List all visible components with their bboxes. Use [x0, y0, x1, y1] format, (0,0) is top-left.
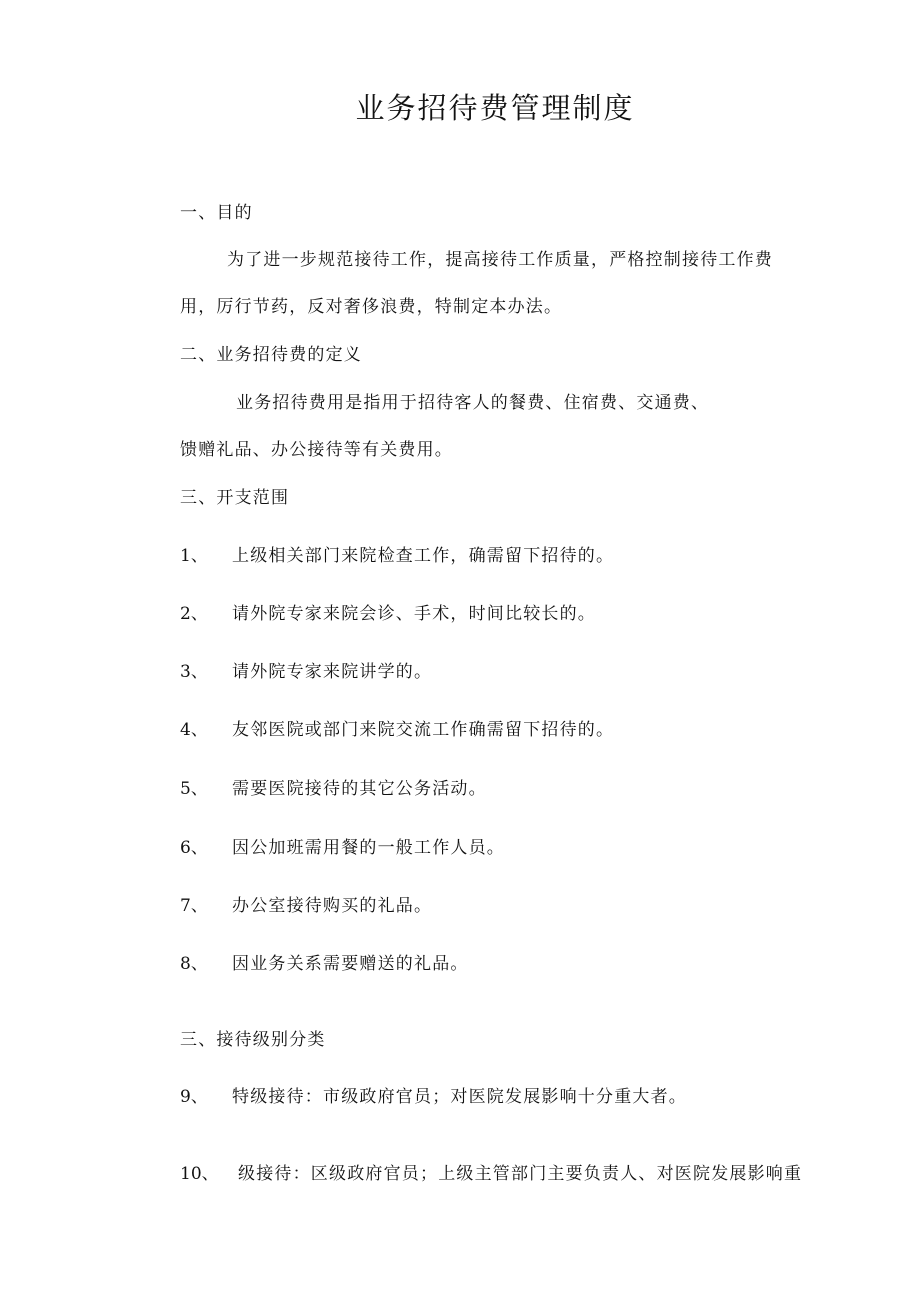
purpose-paragraph-line-2: 用，厉行节药，反对奢侈浪费，特制定本办法。	[180, 297, 563, 317]
list-item	[180, 664, 432, 681]
list-item	[180, 548, 614, 565]
list-item-text: 友邻医院或部门来院交流工作确需留下招待的。	[232, 720, 615, 740]
list-item-number: 4、	[180, 720, 208, 740]
list-item	[180, 898, 432, 915]
list-item-text: 办公室接待购买的礼品。	[232, 896, 433, 916]
list-item-number: 7、	[180, 896, 208, 916]
list-item-text: 因业务关系需要赠送的礼品。	[232, 954, 469, 974]
list-item	[180, 722, 614, 739]
list-item-text: 上级相关部门来院检查工作，确需留下招待的。	[232, 546, 615, 566]
list-item-text: 请外院专家来院会诊、手术，时间比较长的。	[232, 604, 596, 624]
list-item	[180, 606, 596, 623]
definition-paragraph-line-1: 业务招待费用是指用于招待客人的餐费、住宿费、交通费、	[236, 393, 710, 413]
list-item-number: 1、	[180, 546, 208, 566]
list-item-text: 因公加班需用餐的一般工作人员。	[232, 838, 505, 858]
list-item-text: 级接待：区级政府官员；上级主管部门主要负责人、对医院发展影响重	[238, 1164, 803, 1184]
list-item-number: 6、	[180, 838, 208, 858]
list-item-number: 8、	[180, 954, 208, 974]
section-heading-definition: 二、业务招待费的定义	[180, 345, 362, 365]
list-item	[180, 1089, 687, 1106]
section-heading-reception-levels: 三、接待级别分类	[180, 1030, 326, 1050]
list-item-number: 5、	[180, 779, 208, 799]
list-item-number: 2、	[180, 604, 208, 624]
list-item-number: 10、	[180, 1164, 219, 1184]
definition-paragraph-line-2: 馈赠礼品、办公接待等有关费用。	[180, 440, 453, 460]
list-item	[180, 956, 469, 973]
list-item	[180, 781, 487, 798]
list-item	[180, 1166, 802, 1183]
section-heading-purpose: 一、目的	[180, 203, 253, 223]
list-item-text: 请外院专家来院讲学的。	[232, 662, 433, 682]
document-title: 业务招待费管理制度	[355, 91, 635, 125]
list-item-number: 9、	[180, 1087, 208, 1107]
section-heading-scope: 三、开支范围	[180, 488, 290, 508]
list-item-text: 需要医院接待的其它公务活动。	[232, 779, 487, 799]
purpose-paragraph-line-1: 为了进一步规范接待工作，提高接待工作质量，严格控制接待工作费	[227, 250, 773, 270]
list-item-number: 3、	[180, 662, 208, 682]
list-item-text: 特级接待：市级政府官员；对医院发展影响十分重大者。	[232, 1087, 687, 1107]
list-item	[180, 840, 505, 857]
